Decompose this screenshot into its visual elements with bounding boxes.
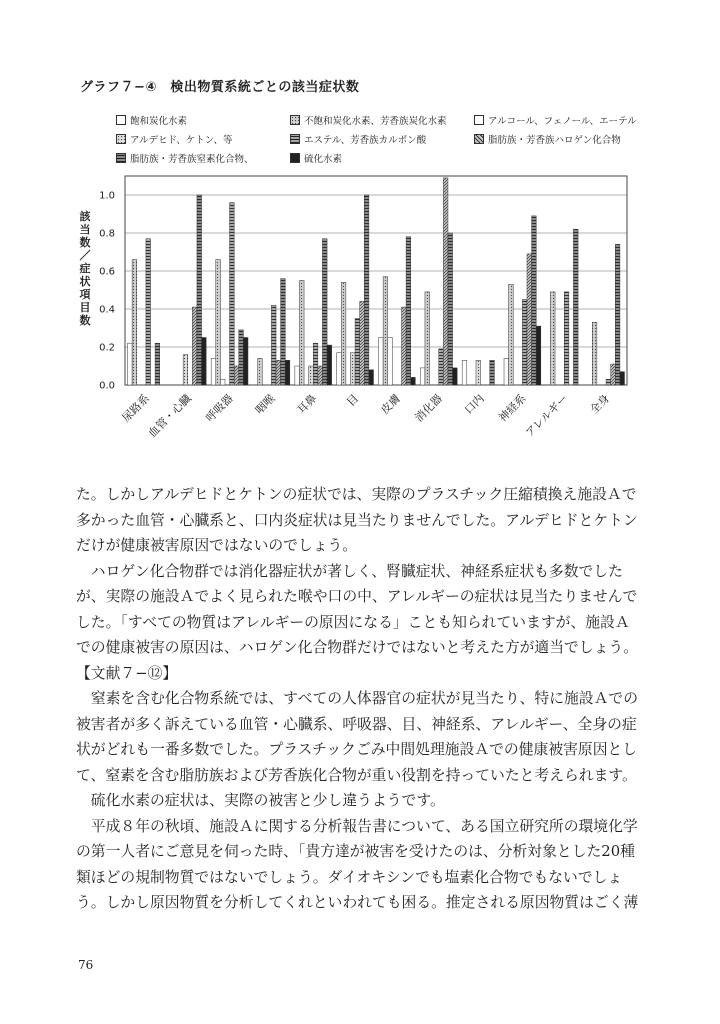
- bar: [341, 282, 346, 385]
- page-number: 76: [78, 958, 94, 972]
- paragraph: 窒素を含む化合物系統では、すべての人体器官の症状が見当たり、特に施設Ａでの被害者が多く訴えている血管・心臓系、呼吸器、目、神経系、アレルギー、全身の症状がどれも一番多数でした。プラスチックごみ中間処理施設Ａでの健康被害原因として、窒素を含む脂肪族および芳香族化合物が重い役割を持っていたと考えられます。: [76, 690, 638, 784]
- bar: [132, 260, 137, 385]
- bar: [271, 305, 276, 385]
- bar: [388, 338, 393, 386]
- x-tick-label: 血管・心臓: [145, 391, 194, 441]
- paragraph: た。しかしアルデヒドとケトンの症状では、実際のプラスチック圧縮積換え施設Ａで多かった血管・心臓系と、口内炎症状は見当たりませんでした。アルデヒドとケトンだけが健康被害原因ではないのでしょう。: [76, 486, 638, 554]
- x-tick-label: 神経系: [496, 391, 529, 425]
- legend-label: 不飽和炭化水素、芳香族炭化水素: [304, 115, 447, 127]
- bar: [620, 372, 625, 385]
- legend-label: アルデヒド、ケトン、等: [130, 134, 233, 146]
- legend-label: 脂肪族・芳香族窒素化合物、: [130, 154, 254, 166]
- legend-label: アルコール、フェノール、エーテル: [488, 115, 637, 127]
- bar: [146, 239, 151, 385]
- x-tick-label: 呼吸器: [203, 391, 236, 425]
- bar: [337, 353, 342, 385]
- reference-note: 【文献７−⑫】: [76, 664, 178, 682]
- bar: [350, 353, 355, 385]
- bar: [448, 233, 453, 385]
- bar: [313, 343, 318, 385]
- bar: [355, 319, 360, 386]
- bar: [276, 360, 281, 385]
- bar: [309, 366, 314, 385]
- bar: [379, 338, 384, 386]
- bar: [439, 349, 444, 385]
- paragraph: 平成８年の秋頃、施設Ａに関する分析報告書について、ある国立研究所の環境化学の第一人者にご意見を伺った時、「貴方達が被害を受けたのは、分析対象とした20種類ほどの規制物質ではないでしょう。ダイオキシンでも塩素化合物でもないでしょう。しかし原因物質を分析してくれといわれても困る。推定される原因物質はごく薄: [76, 817, 639, 911]
- y-tick-label: 0.0: [99, 380, 115, 392]
- bar: [211, 358, 216, 385]
- bar: [536, 326, 541, 385]
- bar: [202, 338, 207, 386]
- x-tick-label: アレルギー: [522, 391, 571, 440]
- legend-label: 脂肪族・芳香族ハロゲン化合物: [488, 134, 621, 146]
- y-tick-label: 0.2: [99, 342, 115, 354]
- bar: [564, 292, 569, 385]
- bar: [509, 284, 514, 385]
- bar: [360, 301, 365, 385]
- bar: [425, 292, 430, 385]
- bar: [606, 379, 611, 385]
- legend-label: 硫化水素: [304, 154, 343, 166]
- bar: [322, 239, 327, 385]
- paragraph: 硫化水素の症状は、実際の被害と少し違うようです。: [90, 792, 445, 809]
- bar: [504, 358, 509, 385]
- body-text: [76, 482, 642, 916]
- bar: [183, 355, 188, 385]
- bar: [318, 366, 323, 385]
- bar: [453, 368, 458, 385]
- bar: [364, 195, 369, 385]
- bar-chart: [0, 0, 720, 470]
- bar: [230, 203, 235, 385]
- y-tick-label: 0.8: [99, 228, 115, 240]
- bar: [476, 360, 481, 385]
- legend-label: エステル、芳香族カルボン酸: [304, 134, 427, 146]
- bar: [128, 343, 133, 385]
- x-tick-label: 目: [344, 391, 362, 409]
- x-tick-label: 消化器: [412, 391, 445, 425]
- paragraph: ハロゲン化合物群では消化器症状が著しく、腎臓症状、神経系症状も多数でしたが、実際の施設Ａでよく見られた喉や口の中、アレルギーの症状は見当たりませんでした。「すべての物質はアレルギーの原因になる」ことも知られていますが、施設Ａでの健康被害の原因は、ハロゲン化合物群だけではないと考えた方が適当でしょう。: [76, 562, 638, 656]
- bar: [462, 360, 467, 385]
- bar: [420, 368, 425, 385]
- bar: [192, 307, 197, 385]
- x-tick-label: 口内: [461, 391, 487, 417]
- bar: [281, 279, 286, 385]
- x-tick-label: 耳鼻: [294, 391, 320, 417]
- legend-label: 飽和炭化水素: [130, 115, 188, 127]
- y-tick-label: 0.4: [99, 304, 115, 316]
- bar: [243, 338, 248, 386]
- bar: [216, 260, 221, 385]
- y-tick-label: 0.6: [99, 266, 115, 278]
- bar: [258, 358, 263, 385]
- bar: [611, 364, 616, 385]
- bar: [573, 229, 578, 385]
- bar: [327, 345, 332, 385]
- chart-title: グラフ７−④ 検出物質系統ごとの該当症状数: [80, 80, 360, 95]
- bar: [532, 216, 537, 385]
- x-tick-label: 全身: [587, 391, 613, 417]
- bar: [220, 379, 225, 385]
- bar: [234, 366, 239, 385]
- bar: [295, 366, 300, 385]
- x-tick-label: 尿路系: [119, 391, 153, 425]
- bar: [197, 195, 202, 385]
- bar: [402, 307, 407, 385]
- bar: [155, 343, 160, 385]
- bar: [490, 360, 495, 385]
- bar: [239, 330, 244, 385]
- bar: [522, 300, 527, 386]
- bar: [383, 277, 388, 385]
- y-tick-label: 1.0: [99, 190, 115, 202]
- bar: [527, 254, 532, 385]
- bar: [299, 281, 304, 386]
- bar: [406, 237, 411, 385]
- x-tick-label: 咽喉: [252, 391, 278, 417]
- bar: [443, 178, 448, 385]
- bar: [411, 377, 416, 385]
- bar: [369, 370, 374, 385]
- bar: [592, 322, 597, 385]
- x-tick-label: 皮膚: [378, 391, 404, 417]
- bar: [285, 360, 290, 385]
- bar: [550, 292, 555, 385]
- y-axis-label: 該当数／症状項目数: [79, 210, 91, 327]
- bar: [615, 244, 620, 385]
